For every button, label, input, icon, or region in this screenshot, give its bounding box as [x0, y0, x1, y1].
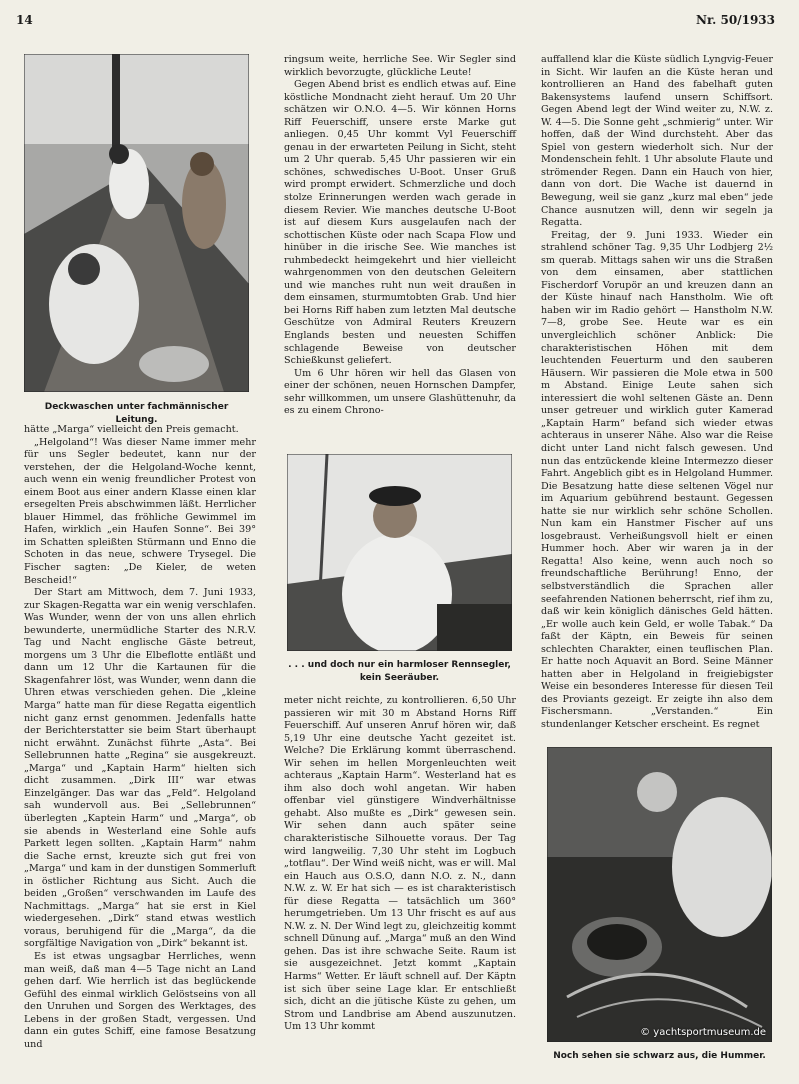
paragraph: hätte „Marga“ vielleicht den Preis gemacht.: [24, 424, 239, 435]
paragraph: ringsum weite, herrliche See. Wir Segler sind wirklich bevorzugte, glückliche Leute!: [284, 54, 516, 78]
caption-photo2: . . . und doch nur ein harmloser Rennsegler, kein Seeräuber.: [288, 660, 511, 683]
column-1: [24, 424, 256, 1051]
paragraph: Gegen Abend brist es endlich etwas auf. Eine köstliche Mondnacht zieht herauf. Um 20 Uhr schätzen wir O.N.O. 4—5. Wir können Horns Riff Feuerschiff, unsere erste Marke gut anliegen. 0,45 Uhr kommt Vyl Feuerschiff genau in der erwarteten Peilung in Sicht, steht um 2 Uhr querab. 5,45 Uhr passieren wir ein schönes, schwedisches U-Boot. Unser Gruß wird prompt erwidert. Schmerzliche und doch stolze Erinnerungen werden wach gerade in diesem Revier. Wie manches deutsche U-Boot ist auf diesem Kurs ausgelaufen nach der schottischen Küste oder nach Scapa Flow und hinüber in die irische See. Wie manches ist ruhmbedeckt heimgekehrt und hier vielleicht wahrgenommen von den deutschen Geleitern und wie manches ruht nun weit draußen in dem einsamen, sturmumtobten Grab. Und hier bei Horns Riff haben zum letzten Mal deutsche Geschütze von Admiral Reuters Kreuzern Englands besten und neuesten Schiffen schlagende Beweise von deutscher Schießkunst geliefert.: [284, 79, 516, 367]
caption-photo1: Deckwaschen unter fachmännischer Leitung.: [44, 402, 229, 425]
paragraph: meter nicht reichte, zu kontrollieren. 6,50 Uhr passieren wir mit 30 m Abstand Horns Riff Feuerschiff. Auf unseren Anruf hören wir, daß 5,19 Uhr eine deutsche Yacht gezeitet ist. Welche? Die Erklärung kommt überraschend. Wir sehen im hellen Morgenleuchten weit achteraus „Kaptain Harm“. Westerland hat es ihm also doch wohl angetan. Wir haben offenbar viel günstigere Windverhältnisse gehabt. Also mußte es „Dirk“ gewesen sein. Wir sehen dann auch später seine charakteristische Silhouette voraus. Der Tag wird langweilig. 7,30 Uhr steht im Logbuch „totflau“. Der Wind weiß nicht, was er will. Mal ein Hauch aus O.S.O, dann N.O. z. N., dann N.W. z. W. Er hat sich — es ist charakteristisch für diese Regatta — tatsächlich um 360° herumgetrieben. Um 13 Uhr frischt es auf aus N.W. z. N. Der Wind legt zu, gleichzeitig kommt schnell Dünung auf. „Marga“ muß an den Wind gehen. Das ist ihre schwache Seite. Raum ist sie ausgezeichnet. Jetzt kommt „Kaptain Harms“ Wetter. Er läuft schnell auf. Der Käptn ist sich über seine Lage klar. Er entschließt sich, dicht an die jütische Küste zu gehen, um Strom und Landbrise am Abend auszunutzen. Um 13 Uhr kommt: [284, 695, 516, 1033]
photo-lobsters: [547, 747, 772, 1042]
column-2-bottom: [284, 695, 516, 1034]
watermark: © yachtsportmuseum.de: [640, 1027, 766, 1038]
photo-racing-sailor: [287, 454, 512, 651]
paragraph: Der Start am Mittwoch, dem 7. Juni 1933, zur Skagen-Regatta war ein wenig verschlafen. Was Wunder, wenn der von uns allen ehrlich bewunderte, unermüdliche Starter des N.R.V. Tag und Nacht englische Gäste betreut, morgens um 3 Uhr die Elbeflotte entläßt und dann um 12 Uhr die Kartaunen für die Skagenfahrer löst, was Wunder, wenn dann die Uhren etwas verschieden gehen. Die „kleine Marga“ hatte man für diese Regatta eigentlich nicht ganz ernst genommen. Jedenfalls hatte der Berichterstatter sie beim Start überhaupt nicht erwähnt. Zunächst führte „Asta“. Bei Sellebrunnen hatte „Regina“ sie ausgekreuzt. „Marga“ und „Kaptain Harm“ hielten sich dicht zusammen. „Dirk III“ war etwas Einzelgänger. Das war das „Feld“. Helgoland sah wundervoll aus. Bei „Sellebrunnen“ überlegten „Kaptein Harm“ und „Marga“, ob sie abends in Westerland eine Sohle aufs Parkett legen sollten. „Kaptain Harm“ nahm die Sache ernst, kreuzte sich gut frei von „Marga“ und kam in der dunstigen Sommerluft in östlicher Richtung aus Sicht. Auch die beiden „Großen“ verschwanden im Laufe des Nachmittags. „Marga“ hat sie erst in Kiel wiedergesehen. „Dirk“ stand etwas westlich voraus, beruhigend für die „Marga“, da die sorgfältige Navigation von „Dirk“ bekannt ist.: [24, 587, 256, 950]
paragraph: Freitag, der 9. Juni 1933. Wieder ein strahlend schöner Tag. 9,35 Uhr Lodbjerg 2½ sm querab. Mittags sahen wir uns die Straßen von dem einsamen, aber stattlichen Fischerdorf Vorupör an und kreuzen dann an der Küste hinauf nach Hanstholm. Wie oft haben wir im Radio gehört — Hanstholm N.W. 7—8, grobe See. Heute war es ein unvergleichlich schöner Anblick: Die charakteristischen Höhen mit dem leuchtenden Feuerturm und den sauberen Häusern. Wir passieren die Mole etwa in 500 m Abstand. Einige Leute sahen sich interessiert die wohl seltenen Gäste an. Denn unser getreuer und wirklich guter Kamerad „Kaptain Harm“ befand sich wieder etwas achteraus in unserer Nähe. Also war die Reise dicht unter Land nicht falsch gewesen. Und nun das entzückende kleine Intermezzo dieser Fahrt. Angeblich gibt es in Helgoland Hummer. Die Besatzung hatte diese seltenen Vögel nur im Aquarium gebührend bestaunt. Gegessen hatte sie nur wirklich sehr schöne Schollen. Nun kam ein Hanstmer Fischer auf uns losgebraust. Verheißungsvoll hielt er einen Hummer hoch. Aber wir waren ja in der Regatta! Also keine, wenn auch noch so freundschaftliche Berührung! Enno, der selbstverständlich die Sprachen aller seefahrenden Nationen beherrscht, rief ihm zu, daß wir kein königlich dänisches Geld hätten. „Er wolle auch kein Geld, er wolle Tabak.“ Da faßt der Käptn, ein Beweis für seinen schlechten Charakter, einen teuflischen Plan. Er hatte noch Aquavit an Bord. Seine Männer hatten aber in Helgoland in freigiebigster Weise ein besonderes Interesse für diesen Teil des Proviants gezeigt. Er zeigte ihn also dem Fischersmann. „Verstanden.“ Ein stundenlanger Ketscher erscheint. Es regnet: [541, 229, 774, 730]
issue-number: Nr. 50/1933: [695, 13, 775, 27]
page-number: 14: [16, 13, 33, 27]
caption-photo3: Noch sehen sie schwarz aus, die Hummer.: [553, 1051, 766, 1061]
paragraph: Um 6 Uhr hören wir hell das Glasen von einer der schönen, neuen Hornschen Dampfer, sehr willkommen, um unsere Glashüttenuhr, da es zu einem Chrono-: [284, 367, 516, 417]
column-3: [541, 54, 773, 732]
paragraph: „Helgoland“! Was dieser Name immer mehr für uns Segler bedeutet, kann nur der verstehen, der die Helgoland-Woche kennt, auch wenn ein wenig freundlicher Protest von einem Boot aus einer andern Klasse einen klar ersegelten Preis abschwimmen läßt. Herrlicher blauer Himmel, das fröhliche Gewimmel im Hafen, wirklich „ein Haufen Sonne“. Bei 39° im Schatten spleißten Stürmann und Enno die Schoten in das neue, schwere Trysegel. Die Fischer sagten: „De Kieler, de weten Bescheid!“: [24, 436, 256, 586]
photo-deck-washing: [24, 54, 249, 392]
column-2-top: [284, 54, 516, 418]
paragraph: Es ist etwas ungsagbar Herrliches, wenn man weiß, daß man 4—5 Tage nicht an Land gehen darf. Wie herrlich ist das beglückende Gefühl des einmal wirklich Gelöstseins von all den Unruhen und Sorgen des Werktages, des Lebens in der großen Stadt, vergessen. Und dann ein gutes Schiff, eine famose Besatzung und: [24, 950, 256, 1050]
paragraph: auffallend klar die Küste südlich Lyngvig-Feuer in Sicht. Wir laufen an die Küste heran und kontrollieren an Hand des fabelhaft guten Bakensystems laufend unsern Schiffsort. Gegen Abend legt der Wind weiter zu, N.W. z. W. 4—5. Die Sonne geht „schmierig“ unter. Wir hoffen, daß der Wind durchsteht. Aber das Spiel von gestern wiederholt sich. Nur der Mondenschein fehlt. 1 Uhr absolute Flaute und strömender Regen. Dann ein Hauch von hier, dann von dort. Die Wache ist dauernd in Bewegung, weil sie ganz „kurz mal eben“ jede Chance ausnutzen will, denn wir segeln ja Regatta.: [541, 54, 773, 229]
